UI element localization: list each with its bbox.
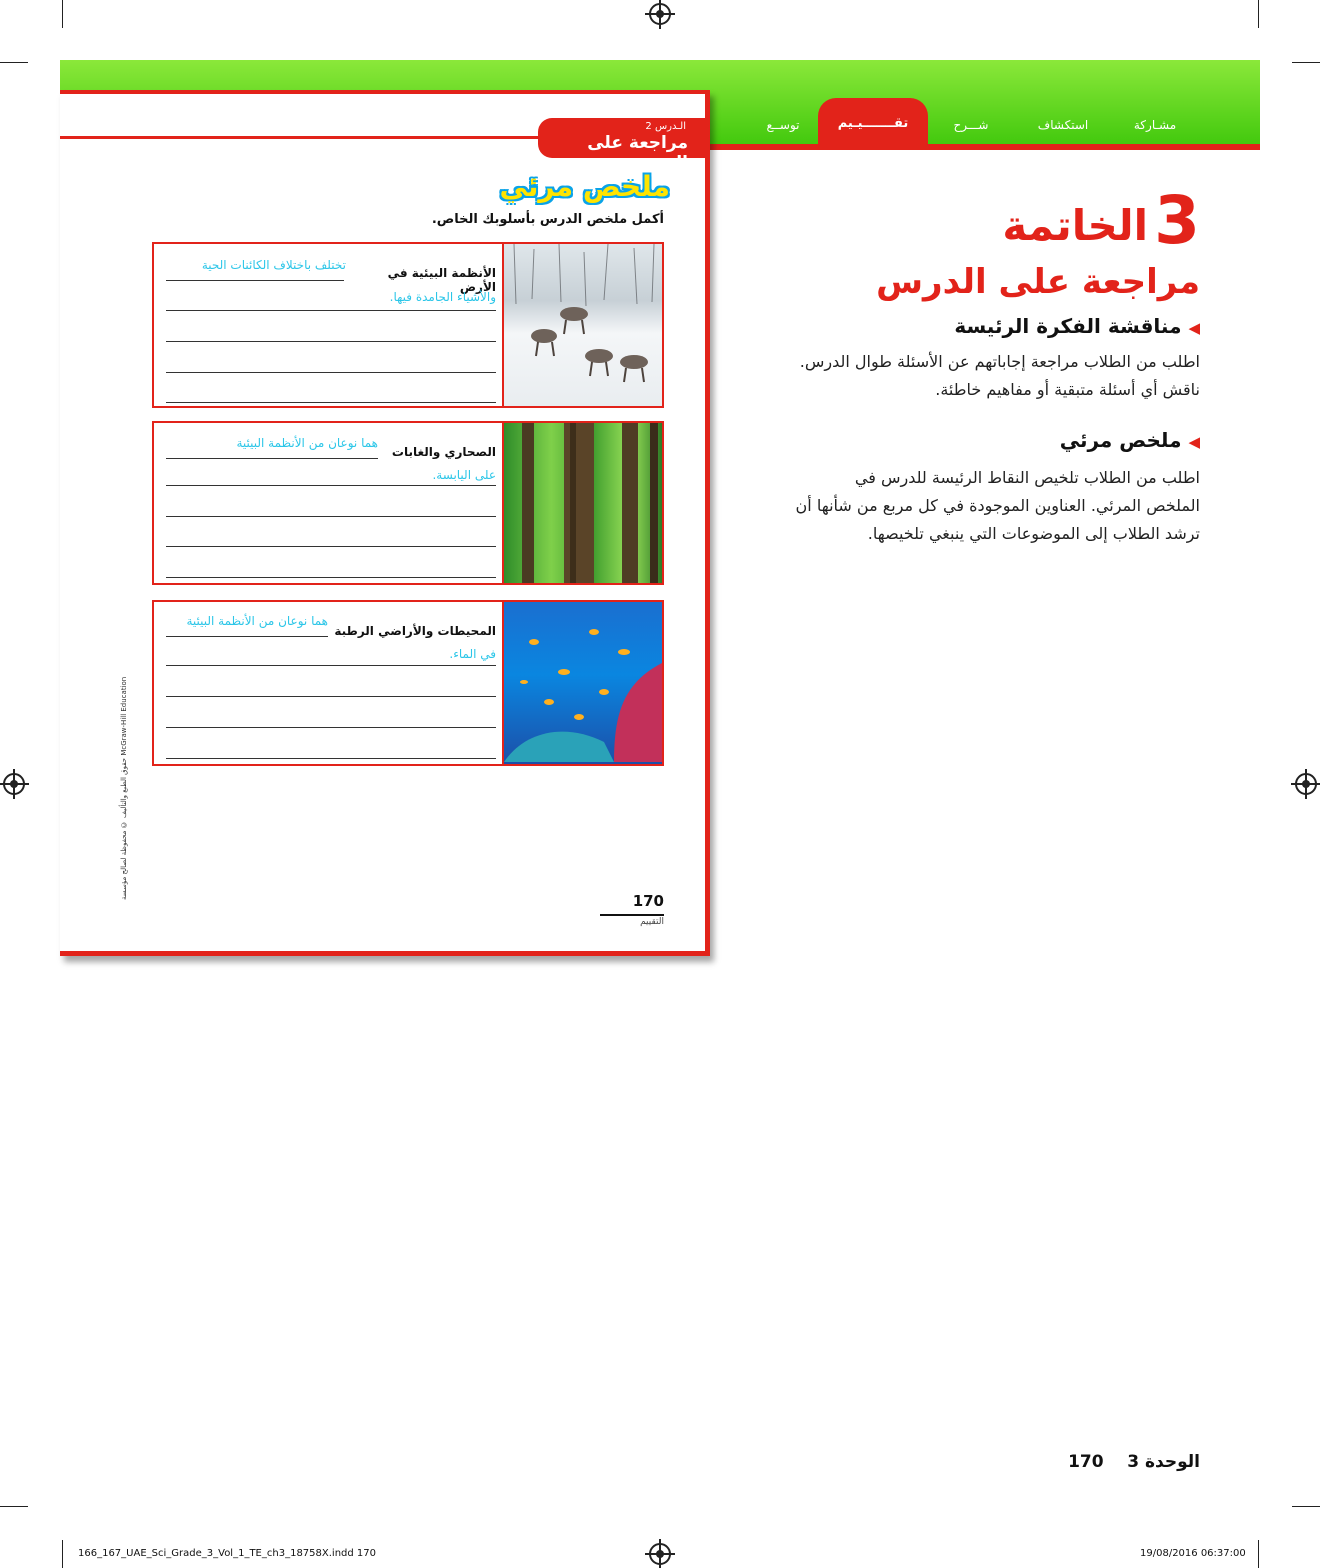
tab-evaluate[interactable]: تقـــــــيـيم	[818, 98, 928, 148]
writing-line	[166, 546, 496, 547]
section-heading	[900, 428, 1200, 452]
writing-line	[166, 696, 496, 697]
instruction-text: أكمل ملخص الدرس بأسلوبك الخاص.	[431, 212, 664, 227]
card-answer: تختلف باختلاف الكائنات الحية	[201, 258, 346, 272]
summary-card	[152, 242, 664, 408]
section-line: اطلب من الطلاب تلخيص النقاط الرئيسة للدرس في	[854, 468, 1200, 487]
crop-mark	[62, 0, 63, 28]
lesson-tag	[538, 118, 710, 173]
chapter-number: 3	[1154, 182, 1200, 259]
chapter-word: الخاتمة	[1002, 201, 1148, 250]
section-line: ترشد الطلاب إلى الموضوعات التي ينبغي تلخيصها.	[867, 524, 1200, 543]
card-answer: هما نوعان من الأنظمة البيئية	[236, 436, 378, 450]
registration-mark-icon	[3, 773, 25, 795]
summary-card	[152, 600, 664, 766]
writing-line	[166, 758, 496, 759]
card-answer: على اليابسة.	[432, 468, 496, 482]
inset-page-number: 170	[632, 892, 664, 910]
section-line: اطلب من الطلاب مراجعة إجاباتهم عن الأسئلة طوال الدرس.	[799, 352, 1200, 371]
slug-datetime: 19/08/2016 06:37:00	[1140, 1548, 1246, 1559]
writing-line	[166, 577, 496, 578]
card-heading: الأنظمة البيئية في الأرض	[387, 266, 496, 294]
registration-mark-icon	[649, 3, 671, 25]
section-heading-text: مناقشة الفكرة الرئيسة	[954, 314, 1182, 338]
writing-line	[166, 341, 496, 342]
forest-photo	[502, 423, 662, 583]
writing-line	[166, 310, 496, 311]
triangle-bullet-icon: ◀	[1188, 319, 1200, 337]
card-answer: والأشياء الجامدة فيها.	[389, 290, 496, 304]
section-body	[740, 464, 1200, 548]
crop-mark	[62, 1540, 63, 1568]
coral-reef-photo	[502, 602, 662, 764]
copyright-note: حقوق الطبع والتأليف © محفوظة لصالح مؤسسة McGraw-Hill Education	[120, 676, 128, 900]
writing-line	[166, 402, 496, 403]
crop-mark	[1258, 0, 1259, 28]
lesson-title: مراجعة على الدرس	[587, 133, 688, 173]
inset-page-label: التقييم	[600, 914, 664, 927]
writing-line	[166, 280, 344, 281]
writing-line	[166, 485, 496, 486]
tab-explore[interactable]: استكشاف	[1037, 118, 1089, 132]
inset-header-line	[60, 136, 540, 139]
footer-page-number: 170	[1068, 1452, 1104, 1472]
page-footer	[1050, 1452, 1200, 1472]
tab-extend[interactable]: توســع	[766, 118, 800, 132]
card-heading: المحيطات والأراضي الرطبة	[334, 624, 496, 638]
lesson-label: الـدرس 2	[645, 121, 686, 132]
tab-engage[interactable]: مشـاركة	[1133, 118, 1177, 132]
slug-filename: 166_167_UAE_Sci_Grade_3_Vol_1_TE_ch3_18758X.indd 170	[78, 1548, 376, 1559]
writing-line	[166, 665, 496, 666]
crop-mark	[0, 62, 28, 63]
card-answer: في الماء.	[449, 647, 496, 661]
section-body	[740, 348, 1200, 404]
writing-line	[166, 458, 378, 459]
section-heading	[900, 314, 1200, 338]
summary-title: ملخص مرئي	[499, 170, 670, 203]
snow-reindeer-photo	[502, 244, 662, 406]
summary-card	[152, 421, 664, 585]
card-heading: الصحاري والغابات	[391, 445, 496, 459]
registration-mark-icon	[1295, 773, 1317, 795]
writing-line	[166, 636, 328, 637]
crop-mark	[0, 1506, 28, 1507]
section-line: الملخص المرئي. العناوين الموجودة في كل مربع من شأنها أن	[795, 496, 1200, 515]
crop-mark	[1258, 1540, 1259, 1568]
header-band-underline	[700, 144, 1260, 150]
registration-mark-icon	[649, 1543, 671, 1565]
writing-line	[166, 372, 496, 373]
triangle-bullet-icon: ◀	[1188, 433, 1200, 451]
section-line: ناقش أي أسئلة متبقية أو مفاهيم خاطئة.	[935, 380, 1200, 399]
chapter-title: مراجعة على الدرس	[876, 262, 1200, 302]
crop-mark	[1292, 1506, 1320, 1507]
section-heading-text: ملخص مرئي	[1059, 428, 1182, 452]
card-answer: هما نوعان من الأنظمة البيئية	[186, 614, 328, 628]
tab-explain[interactable]: شـــرح	[953, 118, 989, 132]
writing-line	[166, 727, 496, 728]
unit-label: الوحدة 3	[1127, 1452, 1200, 1472]
writing-line	[166, 516, 496, 517]
crop-mark	[1292, 62, 1320, 63]
